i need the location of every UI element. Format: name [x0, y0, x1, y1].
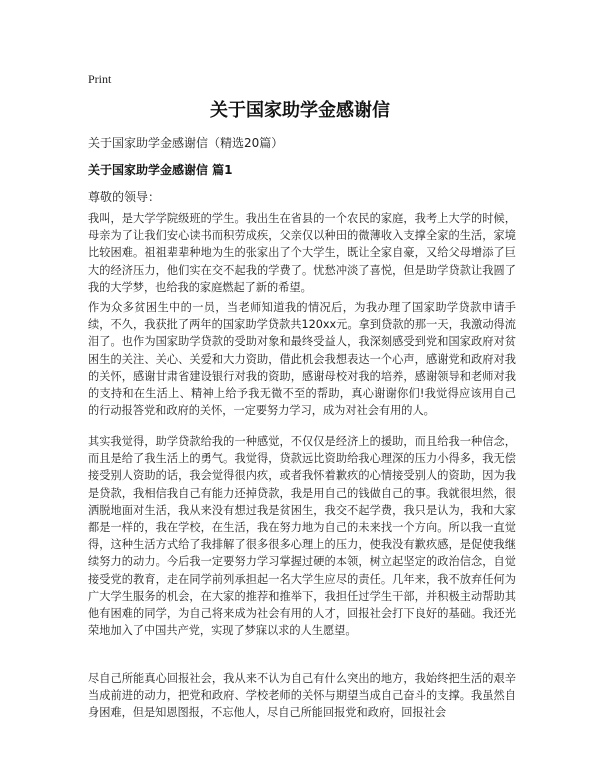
letter-paragraph-3: 其实我觉得，助学贷款给我的一种感觉，不仅仅是经济上的援助，而且给我一种信念，而且是给了我生活上的勇气。我觉得，贷款远比资助给我心理深的压力小得多，我无偿接受别人资助的话，我会觉得很内疚，或者我怀着歉疚的心情接受别人的资助，因为我是贷款，我相信我自己有能力还掉贷款，我是用自己的钱做自己的事。我就很坦然，很洒脱地面对生活，我从来没有想过我是贫困生，我交不起学费，我只是认为，我和大家都是一样的，我在学校，在生活，我在努力地为自己的未来找一个方向。所以我一直觉得，这种生活方式给了我排解了很多很多心理上的压力，使我没有歉疚感，是促使我继续努力的动力。今后我一定要努力学习掌握过硬的本领，树立起坚定的政治信念，自觉接受党的教育，走在同学前列承担起一名大学生应尽的责任。几年来，我不放弃任何为广大学生服务的机会，在大家的推荐和推举下，我担任过学生干部，并积极主动帮助其他有困难的同学，为自己将来成为社会有用的人才，回报社会打下良好的基础。我还光荣地加入了中国共产党，实现了梦寐以求的人生愿望。	[88, 435, 516, 638]
letter-paragraph-1: 我叫，是大学学院级班的学生。我出生在省县的一个农民的家庭，我考上大学的时候，母亲为了让我们安心读书而积劳成疾，父亲仅以种田的微薄收入支撑全家的生活，家境比较困难。祖祖辈辈种地为生的张家出了个大学生，既让全家自豪，又给父母增添了巨大的经济压力，他们实在交不起我的学费了。忧愁冲淡了喜悦，但是助学贷款让我圆了我的大学梦，也给我的家庭燃起了新的希望。	[88, 212, 516, 294]
letter-paragraph-2: 作为众多贫困生中的一员，当老师知道我的情况后，为我办理了国家助学贷款申请手续，不久，我获批了两年的国家助学贷款共120xx元。拿到贷款的那一天，我激动得流泪了。也作为国家助学贷款的受助对象和最终受益人，我深刻感受到党和国家政府对贫困生的关注、关心、关爱和大力资助，借此机会我想表达一个心声，感谢党和政府对我的关怀，感谢甘肃省建设银行对我的资助，感谢母校对我的培养，感谢领导和老师对我的支持和在生活上、精神上给予我无微不至的帮助，真心谢谢你们!我觉得应该用自己的行动报答党和政府的关怀，一定要努力学习，成为对社会有用的人。	[88, 301, 516, 418]
letter-paragraph-4: 尽自己所能真心回报社会，我从来不认为自己有什么突出的地方，我始终把生活的艰辛当成前进的动力，把党和政府、学校老师的关怀与期望当成自己奋斗的支撑。我虽然自身困难，但是知恩图报，不忘他人，尽自己所能回报党和政府，回报社会	[88, 672, 516, 720]
page-title: 关于国家助学金感谢信	[210, 100, 390, 121]
document-subtitle: 关于国家助学金感谢信（精选20篇）	[88, 136, 284, 150]
print-link[interactable]: Print	[88, 72, 112, 86]
section-heading: 关于国家助学金感谢信 篇1	[88, 163, 233, 177]
letter-greeting: 尊敬的领导：	[88, 190, 161, 204]
